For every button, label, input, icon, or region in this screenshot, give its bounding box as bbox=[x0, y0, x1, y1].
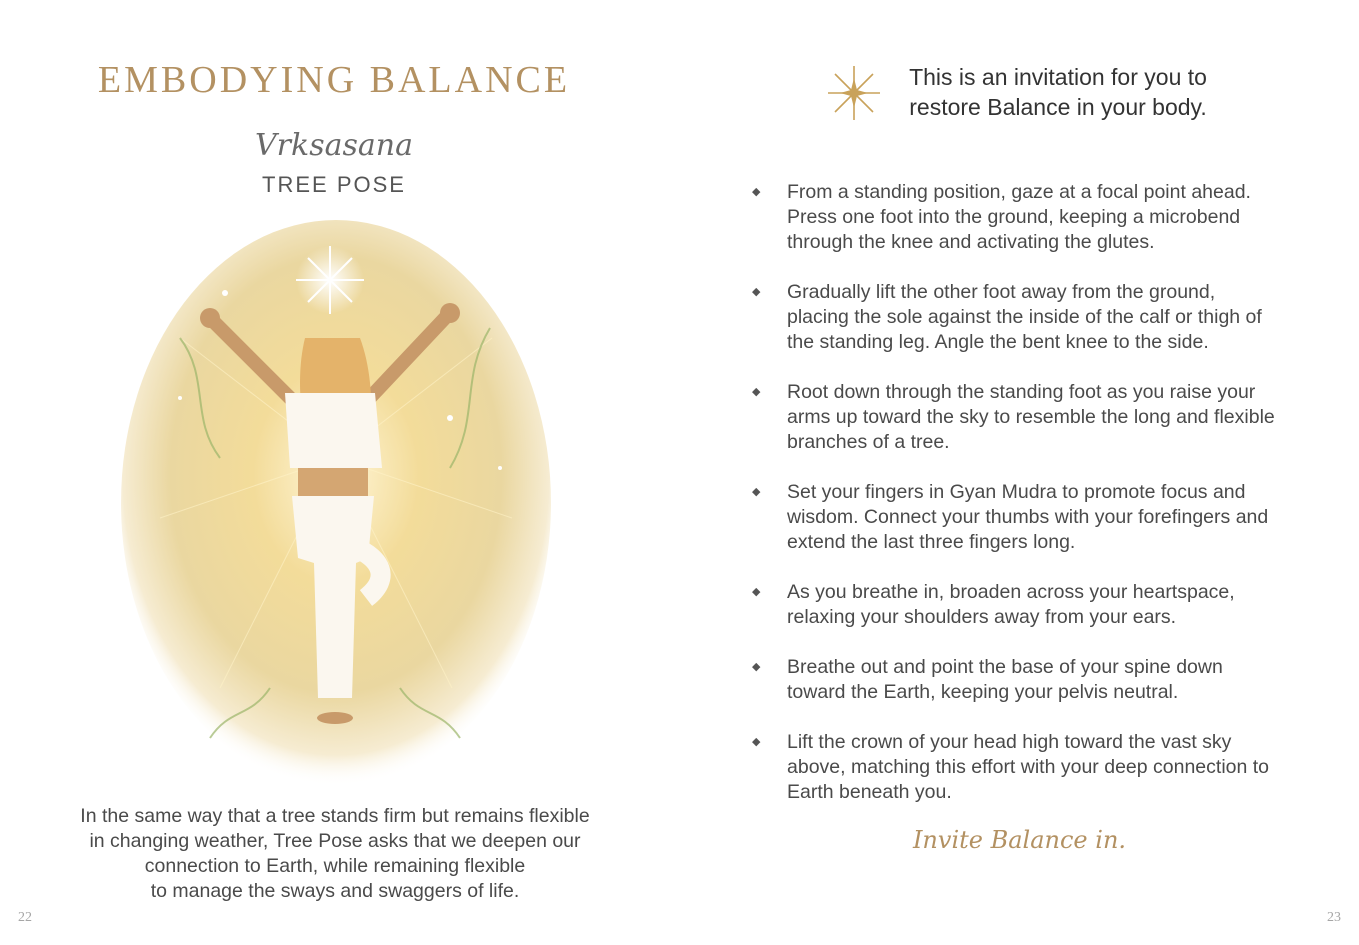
star-icon bbox=[826, 64, 882, 122]
caption-line: In the same way that a tree stands firm but remains flexible bbox=[80, 805, 590, 827]
step-line: placing the sole against the inside of the calf or thigh of bbox=[787, 306, 1262, 328]
step-line: branches of a tree. bbox=[787, 431, 950, 453]
bullet-diamond-icon: ◆ bbox=[752, 186, 761, 198]
tree-pose-illustration bbox=[120, 218, 552, 788]
step-line: toward the Earth, keeping your pelvis neutral. bbox=[787, 681, 1179, 703]
list-item bbox=[752, 180, 1312, 255]
list-item bbox=[752, 280, 1312, 355]
step-line: Gradually lift the other foot away from the ground, bbox=[787, 281, 1216, 303]
pose-sanskrit-name: Vrksasana bbox=[255, 128, 413, 163]
step-line: As you breathe in, broaden across your heartspace, bbox=[787, 581, 1235, 603]
list-item bbox=[752, 380, 1312, 455]
step-line: Earth beneath you. bbox=[787, 781, 952, 803]
caption-line: connection to Earth, while remaining flexible bbox=[144, 855, 526, 877]
invitation-line: restore Balance in your body. bbox=[909, 94, 1207, 120]
bullet-diamond-icon: ◆ bbox=[752, 586, 761, 598]
step-line: above, matching this effort with your deep connection to bbox=[787, 756, 1270, 778]
step-line: From a standing position, gaze at a focal point ahead. bbox=[787, 181, 1251, 203]
caption bbox=[40, 804, 630, 904]
page-number-right: 23 bbox=[1327, 910, 1341, 925]
list-item bbox=[752, 655, 1312, 705]
step-line: wisdom. Connect your thumbs with your forefingers and bbox=[787, 506, 1269, 528]
caption-line: to manage the sways and swaggers of life. bbox=[150, 880, 520, 902]
step-line: relaxing your shoulders away from your ears. bbox=[787, 606, 1177, 628]
bullet-diamond-icon: ◆ bbox=[752, 386, 761, 398]
step-line: Breathe out and point the base of your spine down bbox=[787, 656, 1223, 678]
bullet-diamond-icon: ◆ bbox=[752, 661, 761, 673]
closing-line: Invite Balance in. bbox=[912, 826, 1127, 854]
list-item bbox=[752, 730, 1312, 805]
step-line: arms up toward the sky to resemble the long and flexible bbox=[787, 406, 1275, 428]
step-line: Root down through the standing foot as you raise your bbox=[787, 381, 1256, 403]
step-line: extend the last three fingers long. bbox=[787, 531, 1076, 553]
caption-line: in changing weather, Tree Pose asks that we deepen our bbox=[89, 830, 581, 852]
invitation-block bbox=[826, 60, 1266, 124]
list-item bbox=[752, 480, 1312, 555]
steps-list bbox=[752, 180, 1312, 830]
bullet-diamond-icon: ◆ bbox=[752, 736, 761, 748]
step-line: Lift the crown of your head high toward the vast sky bbox=[787, 731, 1232, 753]
bullet-diamond-icon: ◆ bbox=[752, 486, 761, 498]
step-line: Set your fingers in Gyan Mudra to promote focus and bbox=[787, 481, 1246, 503]
pose-english-name: TREE POSE bbox=[262, 172, 406, 197]
page-number-left: 22 bbox=[18, 910, 32, 925]
tree-pose-image bbox=[120, 218, 552, 788]
right-page bbox=[680, 0, 1359, 945]
invitation-line: This is an invitation for you to bbox=[909, 64, 1207, 90]
step-line: through the knee and activating the glutes. bbox=[787, 231, 1155, 253]
invitation-text bbox=[878, 62, 1238, 122]
list-item bbox=[752, 580, 1312, 630]
step-line: the standing leg. Angle the bent knee to the side. bbox=[787, 331, 1209, 353]
step-line: Press one foot into the ground, keeping a microbend bbox=[787, 206, 1241, 228]
bullet-diamond-icon: ◆ bbox=[752, 286, 761, 298]
page-title: EMBODYING BALANCE bbox=[97, 59, 571, 101]
